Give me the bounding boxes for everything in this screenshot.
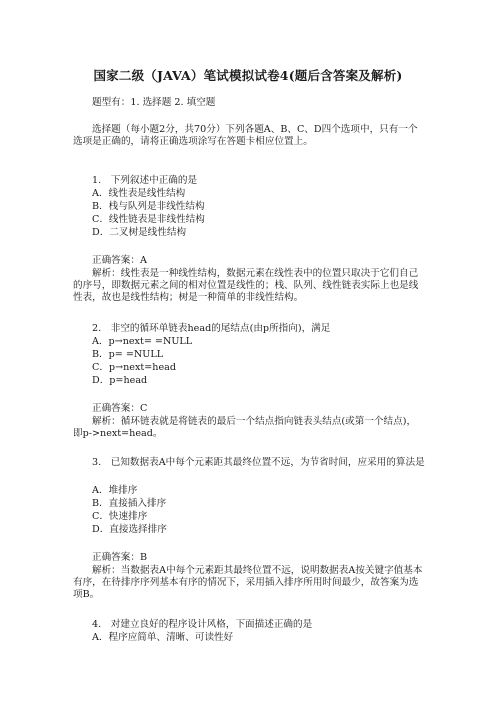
question-3-answer: 正确答案：B xyxy=(92,552,148,563)
question-2-option-b: B．p= =NULL xyxy=(92,349,164,360)
question-2-stem: 2. 非空的循环单链表head的尾结点(由p所指向)，满足 xyxy=(92,323,331,334)
question-1-stem: 1. 下列叙述中正确的是 xyxy=(92,175,198,186)
question-1-option-b: B．栈与队列是非线性结构 xyxy=(92,201,205,212)
question-2-option-c: C．p→next=head xyxy=(92,362,176,373)
document-title: 国家二级（JAVA）笔试模拟试卷4(题后含答案及解析) xyxy=(93,68,403,83)
section-intro: 选择题（每小题2分，共70分）下列各题A、B、C、D四个选项中，只有一个选项是正确的，请将正确选项涂写在答题卡相应位置上。 xyxy=(73,124,418,147)
question-3-option-b: B．直接插入排序 xyxy=(92,498,167,509)
question-1-explanation: 解析：线性表是一种线性结构，数据元素在线性表中的位置只取决于它们自己的序号，即数据元素之间的相对位置是线性的；栈、队列、线性链表实际上也是线性表，故也是线性结构；树是一种简单的非线性结构。 xyxy=(73,268,419,303)
question-3-stem: 3. 已知数据表A中每个元素距其最终位置不远，为节省时间，应采用的算法是 xyxy=(92,457,425,468)
question-2-explanation: 解析：循环链表就是将链表的最后一个结点指向链表头结点(或第一个结点)，即p->next=head。 xyxy=(73,416,417,439)
question-types: 题型有：1. 选择题 2. 填空题 xyxy=(92,97,216,108)
question-3-option-a: A．堆排序 xyxy=(92,485,138,496)
question-1-answer: 正确答案：A xyxy=(92,255,147,266)
question-1-option-d: D．二叉树是线性结构 xyxy=(92,227,187,238)
question-3-option-c: C．快速排序 xyxy=(92,511,148,522)
question-2-answer: 正确答案：C xyxy=(92,403,148,414)
question-1-option-a: A．线性表是线性结构 xyxy=(92,188,186,199)
question-4-option-a: A．程序应简单、清晰、可读性好 xyxy=(92,632,234,643)
question-1-option-c: C．线性链表是非线性结构 xyxy=(92,214,205,225)
question-3-option-d: D．直接选择排序 xyxy=(92,524,167,535)
question-4-stem: 4. 对建立良好的程序设计风格，下面描述正确的是 xyxy=(92,619,313,630)
question-2-option-d: D．p=head xyxy=(92,375,148,386)
question-3-explanation: 解析：当数据表A中每个元素距其最终位置不远，说明数据表A按关键字值基本有序，在待排序序列基本有序的情况下，采用插入排序所用时间最少，故答案为选项B。 xyxy=(73,565,423,600)
question-2-option-a: A．p→next= =NULL xyxy=(92,336,193,347)
